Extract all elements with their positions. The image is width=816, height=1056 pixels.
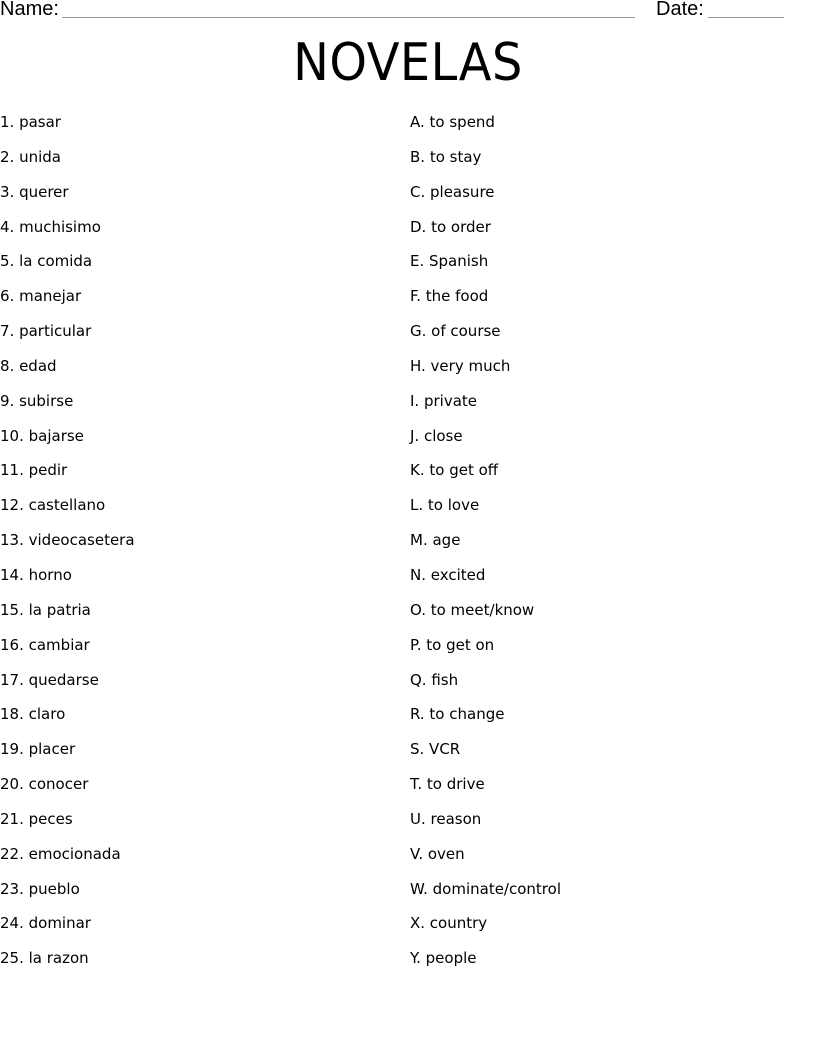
term-item: 22. emocionada [0,844,121,863]
definition-item: O. to meet/know [410,600,535,619]
term-item: 3. querer [0,182,69,201]
term-item: 25. la razon [0,949,89,968]
definition-item: M. age [410,531,461,550]
term-item: 11. pedir [0,461,68,480]
definition-item: C. pleasure [410,182,495,201]
definition-item: D. to order [410,217,491,236]
definition-item: H. very much [410,356,511,375]
term-item: 5. la comida [0,252,93,271]
term-item: 18. claro [0,705,66,724]
terms-list [0,112,380,983]
term-item: 24. dominar [0,914,91,933]
term-item: 7. particular [0,322,92,341]
term-item: 15. la patria [0,600,91,619]
definition-item: B. to stay [410,147,482,166]
term-item: 10. bajarse [0,426,84,445]
term-item: 17. quedarse [0,670,99,689]
definition-item: R. to change [410,705,505,724]
definition-item: P. to get on [410,635,495,654]
definition-item: G. of course [410,322,501,341]
definition-item: K. to get off [410,461,499,480]
term-item: 20. conocer [0,775,89,794]
definition-item: Y. people [410,949,477,968]
definition-item: X. country [410,914,488,933]
definition-item: I. private [410,391,477,410]
term-item: 14. horno [0,565,72,584]
term-item: 2. unida [0,147,61,166]
definition-item: A. to spend [410,113,495,131]
term-item: 21. peces [0,809,73,828]
date-label: Date: [656,0,704,20]
term-item: 19. placer [0,740,76,759]
definition-item: Q. fish [410,670,459,689]
definitions-list [410,112,810,983]
term-item: 4. muchisimo [0,217,101,236]
term-item: 13. videocasetera [0,531,135,550]
term-item: 1. pasar [0,113,61,131]
definition-item: L. to love [410,496,480,515]
page-title: NOVELAS [293,33,523,93]
term-item: 16. cambiar [0,635,90,654]
name-blank-line [62,17,635,18]
term-item: 8. edad [0,356,57,375]
term-item: 9. subirse [0,391,74,410]
definition-item: E. Spanish [410,252,489,271]
definition-item: U. reason [410,809,482,828]
definition-item: T. to drive [410,775,485,794]
term-item: 6. manejar [0,287,82,306]
term-item: 23. pueblo [0,879,80,898]
definition-item: N. excited [410,565,486,584]
definition-item: S. VCR [410,740,461,759]
name-label: Name: [0,0,59,20]
term-item: 12. castellano [0,496,106,515]
definition-item: J. close [410,426,463,445]
date-blank-line [708,17,784,18]
definition-item: F. the food [410,287,489,306]
definition-item: W. dominate/control [410,879,561,898]
definition-item: V. oven [410,844,465,863]
worksheet-header [0,0,816,24]
